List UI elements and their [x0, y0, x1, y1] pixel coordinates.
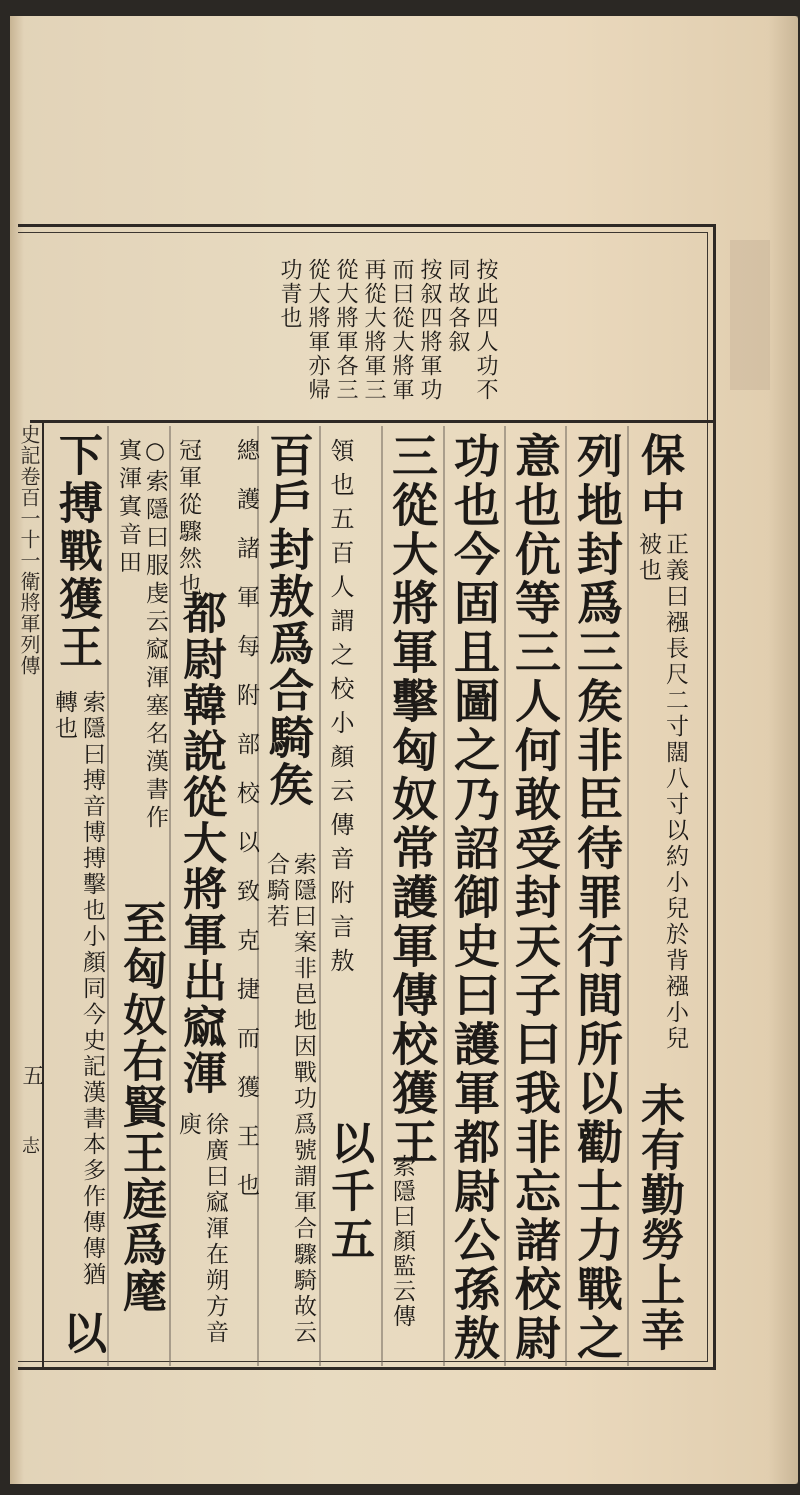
- main-col-10-annotation: ○索隱曰服虔云窳渾塞名漢書作寘渾寘音田: [115, 438, 168, 833]
- main-col-1-text: 保中: [633, 432, 684, 530]
- header-note-line-2: 同故各叙: [445, 258, 470, 354]
- margin-mark: 志: [19, 1136, 40, 1154]
- main-col-8-annotation: 總護諸軍每附部校以致克捷而獲王也: [233, 438, 259, 1222]
- main-col-5-note: [388, 1154, 444, 1354]
- main-col-9-annotation: 冠軍從驟然也: [175, 438, 201, 600]
- header-note-line-1: 按此四人功不: [473, 258, 498, 402]
- main-col-4-text: 功也今固且圖之乃詔御史曰護軍都尉公孫敖: [447, 432, 501, 1363]
- main-col-9-text-wrap: [176, 590, 232, 1110]
- main-col-1-note: [634, 532, 690, 1072]
- main-col-6-note: [326, 438, 382, 1078]
- main-col-5-text: 三從大將軍擊匈奴常護軍傳校獲王: [385, 432, 439, 1167]
- main-col-11-text-cont: 以: [55, 1310, 106, 1359]
- main-col-7-note: [262, 852, 320, 1352]
- main-col-11-note: [50, 690, 108, 1300]
- main-col-2-text: 列地封爲三矦非臣待罪行間所以勸士力戰之: [570, 432, 624, 1363]
- main-col-7-annotation: 索隱曰案非邑地因戰功爲號謂軍合驟騎故云合騎若: [263, 852, 316, 1346]
- header-note-line-3: 按叙四將軍功: [417, 258, 442, 402]
- main-col-5-annotation: 索隱曰顏監云傳: [389, 1154, 415, 1329]
- main-col-9-maintext: 都尉韓說從大將軍出窳渾: [175, 590, 226, 1096]
- margin-title: 史記卷百一十一衛將軍列傳: [17, 424, 41, 676]
- main-col-3-text: 意也伉等三人何敢受封天子曰我非忘諸校尉: [508, 432, 562, 1363]
- main-col-8-note: [232, 438, 260, 1338]
- header-note-line-6: 從大將軍各三: [333, 258, 358, 402]
- main-col-1-text-cont: 未有勤勞上幸: [633, 1082, 684, 1352]
- main-col-10-note: [114, 438, 170, 838]
- main-col-10-text-wrap: [116, 900, 172, 1360]
- header-note-line-8: 功青也: [277, 258, 302, 330]
- main-col-9-note-bottom: [174, 1112, 230, 1362]
- main-col-11-text: 下搏戰獲王: [51, 432, 102, 672]
- main-col-9-annotation-2: 徐廣曰窳渾在朔方音庾: [175, 1112, 228, 1346]
- header-note-line-7: 從大將軍亦帰: [305, 258, 330, 402]
- main-col-6-text: 以千五: [323, 1120, 374, 1264]
- header-note-line-5: 再從大將軍三: [361, 258, 386, 402]
- main-col-6-annotation: 領也五百人謂之校小顏云傳音附言敖: [326, 438, 354, 982]
- main-col-1-annotation: 正義曰襁長尺二寸闊八寸以約小兒於背襁小兒被也: [635, 532, 688, 1052]
- main-col-7-text: 百戶封敖爲合騎矦: [261, 432, 314, 808]
- main-col-11-annotation: 索隱曰搏音博搏擊也小顏同今史記漢書本多作傳傳猶轉也: [51, 690, 105, 1288]
- header-note-line-4: 而曰從大將軍: [389, 258, 414, 402]
- leaf-number: 五: [19, 1064, 44, 1086]
- main-col-10-maintext: 至匈奴右賢王庭爲麾: [115, 900, 166, 1314]
